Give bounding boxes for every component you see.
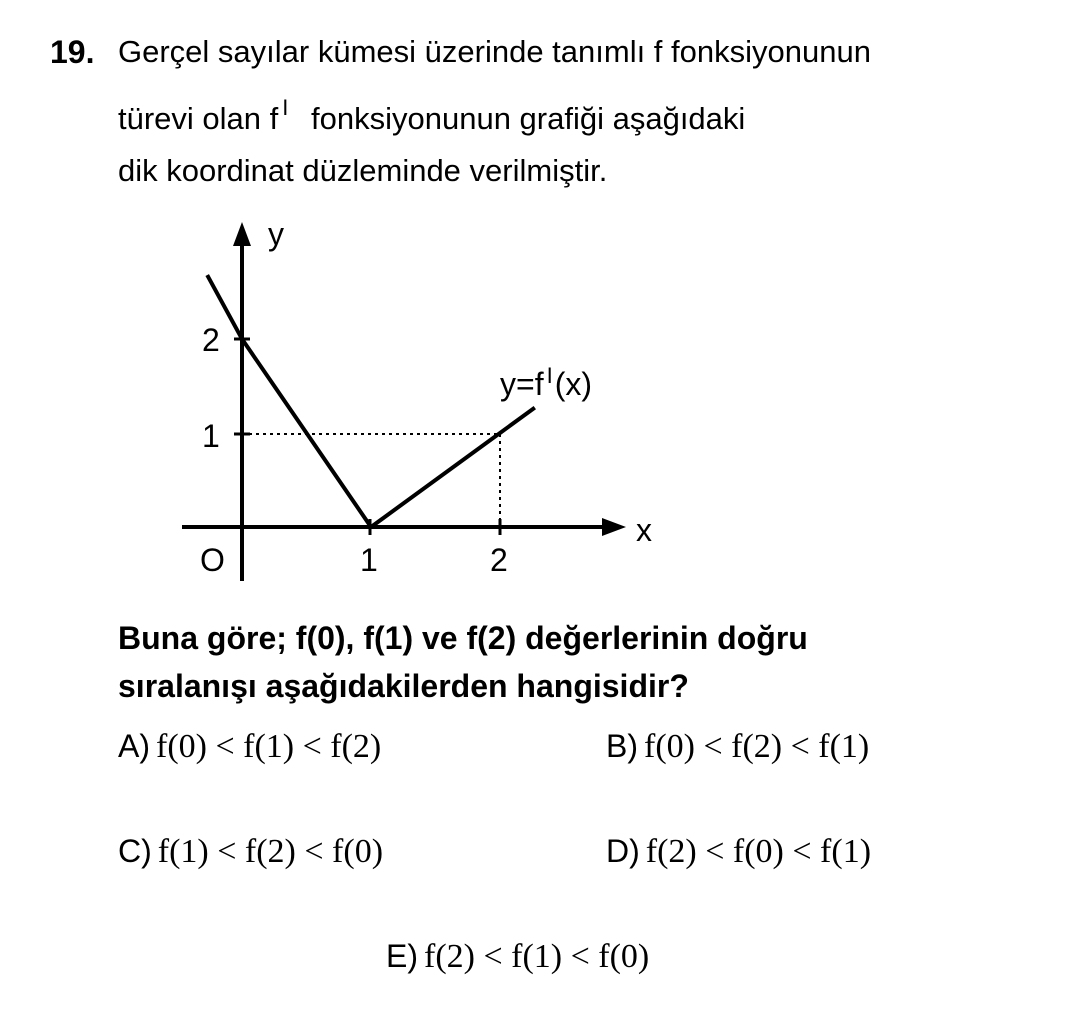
y-axis-arrow [233,222,251,246]
option-e-expression: f(2) < f(1) < f(0) [424,938,650,975]
option-c-expression: f(1) < f(2) < f(0) [157,833,384,870]
x-axis-label: x [636,512,652,548]
curve-label-lhs: y=f [500,366,544,402]
question-stem-line-2 [118,95,745,137]
option-c-label: C) [118,833,152,869]
option-e-label: E) [386,938,418,974]
option-a-label: A) [118,728,150,764]
option-b[interactable] [606,728,869,766]
question-prompt-line-2: sıralanışı aşağıdakilerden hangisidir? [118,668,689,704]
option-b-expression: f(0) < f(2) < f(1) [644,728,870,765]
option-a[interactable] [118,728,381,766]
origin-label: O [200,542,225,578]
x-tick-label-1: 1 [360,542,378,578]
y-tick-label-2: 2 [202,322,220,358]
x-axis-arrow [602,518,626,536]
curve-label [500,363,592,402]
option-d-expression: f(2) < f(0) < f(1) [645,833,872,870]
derivative-graph [170,205,670,595]
stem-text-derivative: türevi olan f [118,101,279,136]
option-a-expression: f(0) < f(1) < f(2) [156,728,382,765]
option-d-label: D) [606,833,640,869]
option-b-label: B) [606,728,638,764]
y-tick-label-1: 1 [202,418,220,454]
y-axis-label: y [268,216,284,252]
x-tick-label-2: 2 [490,542,508,578]
question-prompt-line-1: Buna göre; f(0), f(1) ve f(2) değerlerinin doğru [118,620,808,656]
prime-mark: I [282,95,289,120]
question-number: 19. [50,34,95,70]
option-d[interactable] [606,833,871,871]
stem-text-graph: fonksiyonunun grafiği aşağıdaki [311,101,746,136]
option-e[interactable] [386,938,649,976]
curve-label-prime: I [546,363,553,388]
question-stem-line-3: dik koordinat düzleminde verilmiştir. [118,153,608,188]
derivative-curve [207,275,535,527]
option-c[interactable] [118,833,383,871]
curve-label-arg: (x) [554,366,593,402]
question-stem-line-1: Gerçel sayılar kümesi üzerinde tanımlı f fonksiyonunun [118,34,871,69]
